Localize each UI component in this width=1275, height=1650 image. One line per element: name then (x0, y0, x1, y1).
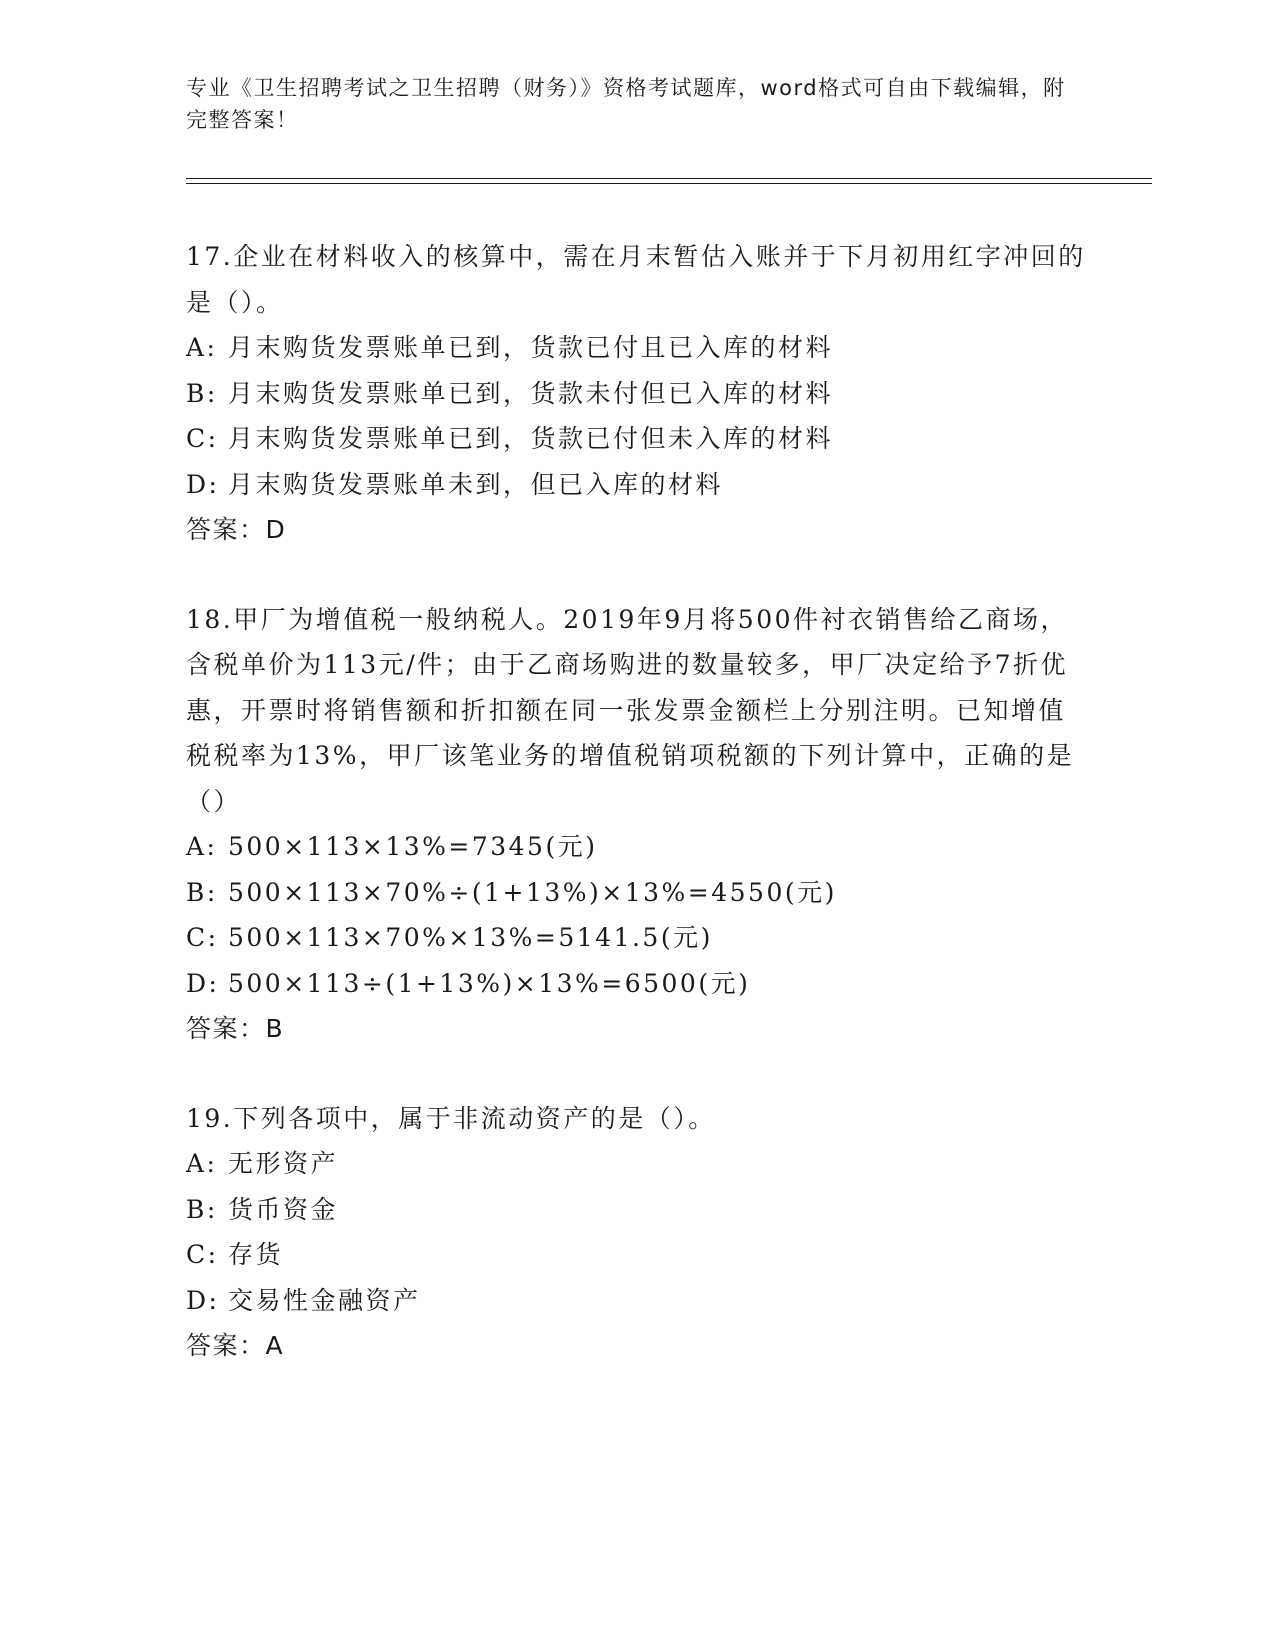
answer: 答案：B (186, 1014, 285, 1043)
option-text: 500×113×13%=7345(元) (228, 832, 598, 861)
option-text: 500×113×70%÷(1+13%)×13%=4550(元) (228, 877, 837, 907)
question-stem: 下列各项中，属于非流动资产的是（）。 (233, 1103, 716, 1133)
question-number: 17. (186, 242, 234, 271)
option-letter: A: (186, 1149, 218, 1178)
question-number: 19. (186, 1103, 234, 1133)
option-letter: A: (186, 333, 218, 362)
question-text (186, 234, 1086, 325)
option-text: 500×113×70%×13%=5141.5(元) (228, 923, 713, 952)
option-a (186, 1141, 1086, 1187)
option-letter: B: (186, 877, 218, 907)
option-letter: D: (186, 968, 220, 998)
question-17 (186, 234, 1086, 553)
question-text (186, 1096, 1086, 1142)
option-b (186, 870, 1086, 916)
option-text: 月末购货发票账单已到，货款已付但未入库的材料 (228, 424, 834, 453)
option-d (186, 462, 1086, 508)
option-c (186, 1232, 1086, 1278)
option-letter: B: (186, 378, 218, 408)
option-text: 交易性金融资产 (228, 1285, 421, 1315)
answer: 答案：A (186, 1331, 285, 1360)
option-letter: D: (186, 469, 220, 499)
answer: 答案：D (186, 515, 287, 544)
option-c (186, 416, 1086, 462)
option-b (186, 371, 1086, 417)
option-letter: C: (186, 424, 219, 453)
header-divider-bottom (186, 183, 1152, 184)
question-19 (186, 1096, 1086, 1369)
option-c (186, 915, 1086, 961)
question-text (186, 597, 1086, 825)
option-letter: B: (186, 1194, 218, 1224)
document-header: 专业《卫生招聘考试之卫生招聘（财务）》资格考试题库，word格式可自由下载编辑，附完整答案！ (186, 76, 1066, 132)
option-d (186, 961, 1086, 1007)
question-stem: 甲厂为增值税一般纳税人。2019年9月将500件衬衣销售给乙商场，含税单价为113元/件；由于乙商场购进的数量较多，甲厂决定给予7折优惠，开票时将销售额和折扣额在同一张发票金额栏上分别注明。已知增值税税率为13%，甲厂该笔业务的增值税销项税额的下列计算中，正确的是（） (186, 604, 1075, 816)
question-number: 18. (186, 604, 234, 634)
option-a (186, 824, 1086, 870)
option-text: 存货 (228, 1240, 284, 1269)
option-text: 月末购货发票账单已到，货款未付但已入库的材料 (228, 378, 834, 408)
header-divider-top (186, 178, 1152, 179)
option-letter: C: (186, 1240, 219, 1269)
option-text: 500×113÷(1+13%)×13%=6500(元) (228, 968, 751, 998)
option-text: 月末购货发票账单已到，货款已付且已入库的材料 (228, 333, 834, 362)
option-d (186, 1278, 1086, 1324)
option-letter: A: (186, 832, 218, 861)
option-b (186, 1187, 1086, 1233)
option-letter: C: (186, 923, 219, 952)
question-18 (186, 597, 1086, 1052)
option-letter: D: (186, 1285, 220, 1315)
option-text: 货币资金 (228, 1194, 339, 1224)
question-list (186, 234, 1086, 1413)
option-a (186, 325, 1086, 371)
option-text: 无形资产 (228, 1149, 339, 1178)
option-text: 月末购货发票账单未到，但已入库的材料 (228, 469, 724, 499)
question-stem: 企业在材料收入的核算中，需在月末暂估入账并于下月初用红字冲回的是（）。 (186, 242, 1086, 317)
